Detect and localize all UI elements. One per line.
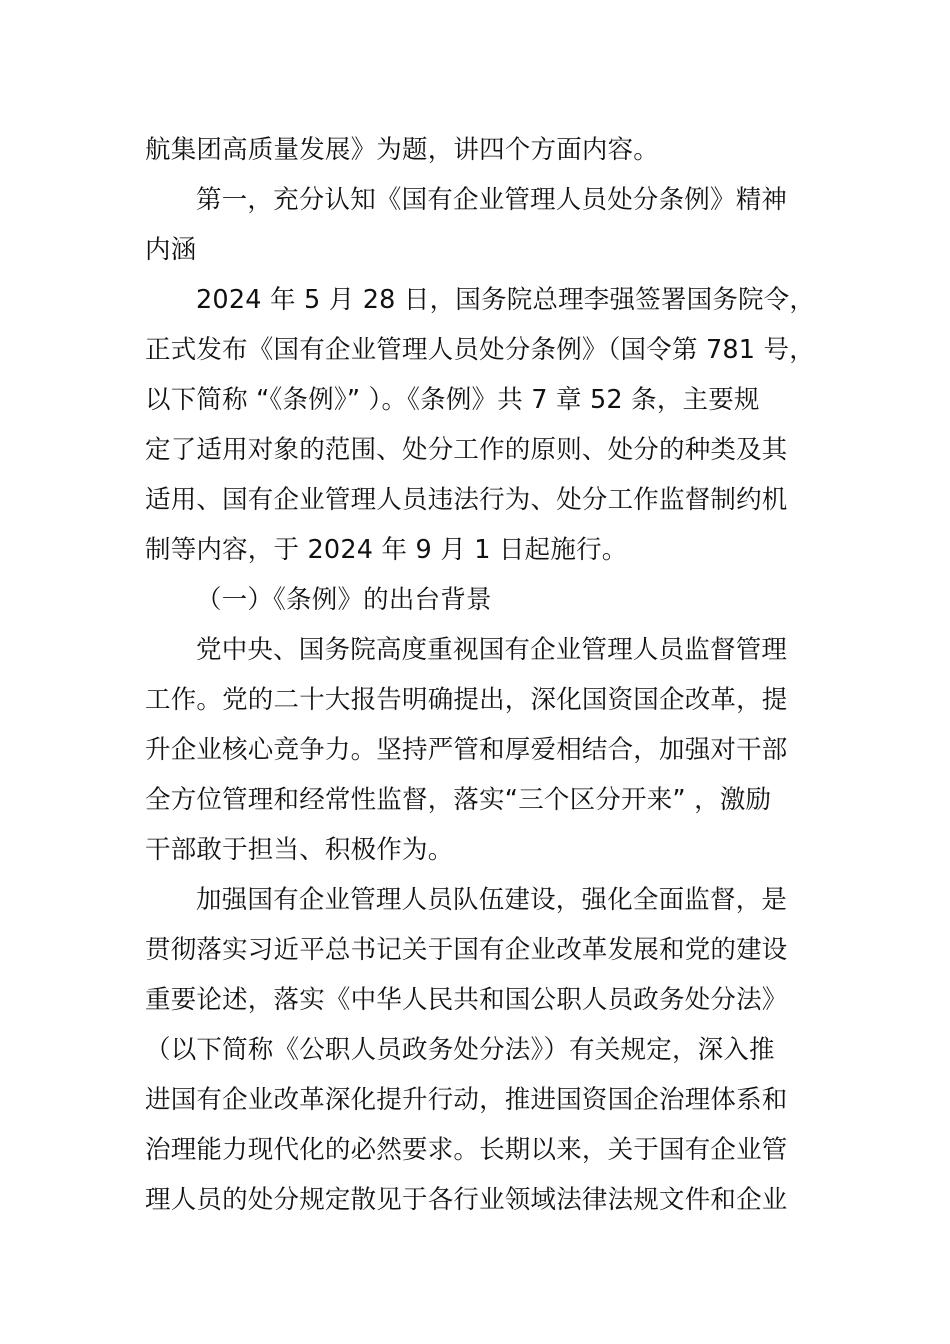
section-heading-line: 第一，充分认知《国有企业管理人员处分条例》精神 [196,185,788,215]
subsection-heading-line: （一）《条例》的出台背景 [196,585,492,615]
text-line: 正式发布《国有企业管理人员处分条例》（国令第 781 号， [145,335,815,365]
text-line: 理人员的处分规定散见于各行业领域法律法规文件和企业 [145,1185,788,1215]
text-line: 进国有企业改革深化提升行动，推进国资国企治理体系和 [145,1085,788,1115]
text-line: 党中央、国务院高度重视国有企业管理人员监督管理 [196,635,788,665]
text-line: 以下简称 “《条例》” ）。《条例》共 7 章 52 条，主要规 [145,385,760,415]
text-line: 全方位管理和经常性监督，落实“三个区分开来” ，激励 [145,785,772,815]
text-line: 贯彻落实习近平总书记关于国有企业改革发展和党的建设 [145,935,788,965]
text-line: 适用、国有企业管理人员违法行为、处分工作监督制约机 [145,485,788,515]
text-line: 重要论述，落实《中华人民共和国公职人员政务处分法》 [145,985,788,1015]
text-line: 治理能力现代化的必然要求。长期以来，关于国有企业管 [145,1135,788,1165]
text-line: 工作。党的二十大报告明确提出，深化国资国企改革，提 [145,685,788,715]
text-line: 升企业核心竞争力。坚持严管和厚爱相结合，加强对干部 [145,735,788,765]
text-line: 干部敢于担当、积极作为。 [145,835,454,865]
text-line: （以下简称《公职人员政务处分法》）有关规定，深入推 [145,1035,775,1065]
text-line: 制等内容，于 2024 年 9 月 1 日起施行。 [145,535,628,565]
text-line: 航集团高质量发展》为题，讲四个方面内容。 [145,135,660,165]
text-line: 2024 年 5 月 28 日，国务院总理李强签署国务院令， [196,285,816,315]
text-line: 定了适用对象的范围、处分工作的原则、处分的种类及其 [145,435,788,465]
section-heading-line: 内涵 [145,235,197,265]
text-line: 加强国有企业管理人员队伍建设，强化全面监督，是 [196,885,788,915]
